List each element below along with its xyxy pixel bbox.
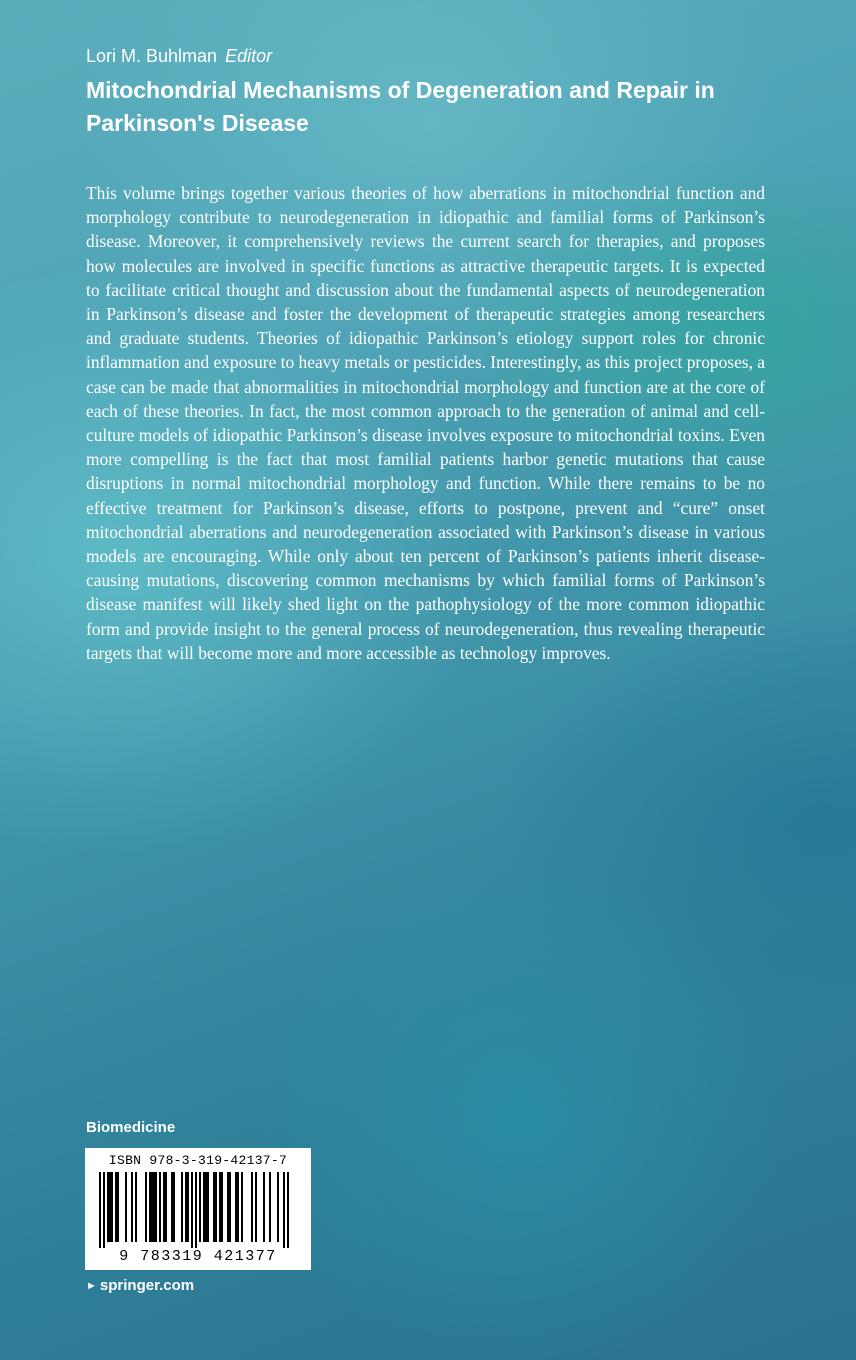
barcode-bar — [109, 1172, 111, 1242]
barcode-bar — [213, 1172, 215, 1242]
barcode-bar — [195, 1172, 197, 1248]
barcode-bar — [117, 1172, 119, 1242]
editor-line — [86, 46, 272, 67]
barcode-digits: 9 783319 421377 — [119, 1248, 277, 1265]
arrow-right-icon: ► — [86, 1280, 97, 1292]
barcode-bar — [221, 1172, 223, 1242]
barcode-bar — [283, 1172, 285, 1248]
isbn-label: ISBN 978-3-319-42137-7 — [108, 1153, 288, 1168]
barcode-bar — [171, 1172, 173, 1242]
barcode-bar — [115, 1172, 117, 1242]
barcode-bar — [159, 1172, 161, 1242]
barcode-bar — [203, 1172, 205, 1242]
editor-role: Editor — [225, 46, 273, 66]
barcode-bar — [219, 1172, 221, 1242]
barcode-bar — [145, 1172, 147, 1242]
barcode-bar — [165, 1172, 167, 1242]
publisher-website-link[interactable] — [86, 1277, 194, 1294]
barcode-bar — [251, 1172, 253, 1242]
barcode-bar — [99, 1172, 101, 1248]
barcode-bar — [131, 1172, 133, 1242]
book-description: This volume brings together various theories of how aberrations in mitochondrial function and morphology contribute to neurodegeneration in idiopathic and familial forms of Parkinson’s disease. Moreover, it comprehensively reviews the current search for therapies, and proposes how molecules are involved in specific functions as attractive therapeutic targets. It is expected to facilitate critical thought and discussion about the fundamental aspects of neurodegeneration in Parkinson’s disease and foster the development of therapeutic strategies among researchers and graduate students. Theories of idiopathic Parkinson’s etiology support roles for chronic inflammation and exposure to heavy metals or pesticides. Interestingly, as this project proposes, a case can be made that abnormalities in mitochondrial morphology and function are at the core of each of these theories. In fact, the most common approach to the generation of animal and cell-culture models of idiopathic Parkinson’s disease involves exposure to mitochondrial toxins. Even more compelling is the fact that most familial patients harbor genetic mutations that cause disruptions in normal mitochondrial morphology and function. While there remains to be no effective treatment for Parkinson’s disease, efforts to postpone, prevent and “cure” onset mitochondrial aberrations and neurodegeneration associated with Parkinson’s disease in various models are encouraging. While only about ten percent of Parkinson’s patients inherit disease-causing mutations, discovering common mechanisms by which familial forms of Parkinson’s disease manifest will likely shed light on the pathophysiology of the more common idiopathic form and provide insight to the general process of neurodegeneration, thus revealing therapeutic targets that will become more and more accessible as technology improves. — [86, 183, 765, 663]
barcode-bar — [181, 1172, 183, 1242]
barcode-bar — [111, 1172, 113, 1242]
barcode-bar — [135, 1172, 137, 1242]
barcode-bar — [151, 1172, 153, 1242]
series-name: Biomedicine — [86, 1119, 176, 1136]
barcode-bar — [191, 1172, 193, 1248]
barcode-bar — [237, 1172, 239, 1242]
barcode-bar — [153, 1172, 155, 1242]
barcode-bar — [163, 1172, 165, 1242]
barcode-bar — [215, 1172, 217, 1242]
barcode-bar — [107, 1172, 109, 1242]
barcode-bar — [149, 1172, 151, 1242]
barcode-bar — [269, 1172, 271, 1242]
barcode-bar — [185, 1172, 187, 1242]
editor-name: Lori M. Buhlman — [86, 46, 218, 66]
book-title: Mitochondrial Mechanisms of Degeneration and Repair in Parkinson's Disease — [86, 77, 715, 136]
barcode-bar — [263, 1172, 265, 1242]
barcode-bar — [207, 1172, 209, 1242]
barcode-bar — [287, 1172, 289, 1248]
barcode-bar — [235, 1172, 237, 1242]
isbn-barcode — [85, 1148, 311, 1270]
barcode-bar — [103, 1172, 105, 1248]
barcode-bars — [91, 1172, 305, 1248]
barcode-bar — [241, 1172, 243, 1242]
barcode-bar — [255, 1172, 257, 1242]
barcode-bar — [173, 1172, 175, 1242]
website-text: springer.com — [99, 1277, 195, 1294]
barcode-bar — [205, 1172, 207, 1242]
barcode-bar — [155, 1172, 157, 1242]
barcode-bar — [277, 1172, 279, 1242]
barcode-bar — [227, 1172, 229, 1242]
barcode-bar — [187, 1172, 189, 1242]
barcode-bar — [125, 1172, 127, 1242]
barcode-bar — [199, 1172, 201, 1242]
barcode-bar — [229, 1172, 231, 1242]
